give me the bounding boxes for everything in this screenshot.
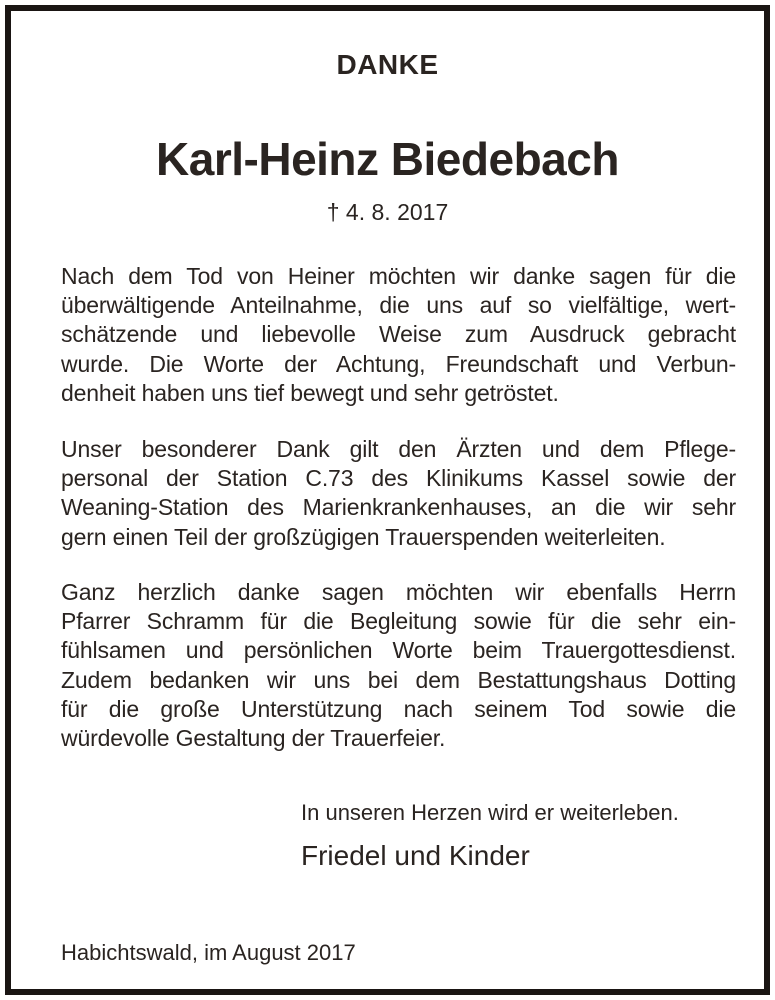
paragraph-line: für die große Unterstützung nach seinem Tod sowie die <box>61 695 736 722</box>
paragraph-line: Unser besonderer Dank gilt den Ärzten und dem Pflege- <box>61 436 736 462</box>
deceased-name: Karl-Heinz Biedebach <box>156 133 619 185</box>
paragraph-line: schätzende und liebevolle Weise zum Ausdruck gebracht <box>61 321 736 348</box>
paragraph-line: Nach dem Tod von Heiner möchten wir danke sagen für die <box>61 263 736 289</box>
paragraph-medical-staff <box>61 435 736 552</box>
notice-heading: DANKE <box>336 49 439 80</box>
paragraph-thanks <box>61 262 736 408</box>
paragraph-line: würdevolle Gestaltung der Trauerfeier. <box>61 725 446 752</box>
paragraph-line: denheit haben uns tief bewegt und sehr getröstet. <box>61 379 559 406</box>
place-and-date: Habichtswald, im August 2017 <box>61 940 356 965</box>
paragraph-line: überwältigende Anteilnahme, die uns auf so vielfältige, wert- <box>61 292 736 319</box>
paragraph-pastor-funeral-home <box>61 578 736 753</box>
paragraph-line: Weaning-Station des Marienkrankenhauses, an die wir sehr <box>61 494 736 521</box>
paragraph-line: gern einen Teil der großzügigen Trauerspenden weiterleiten. <box>61 523 666 550</box>
closing-line: In unseren Herzen wird er weiterleben. <box>301 800 679 825</box>
paragraph-line: fühlsamen und persönlichen Worte beim Trauergottesdienst. <box>61 637 736 664</box>
paragraph-line: wurde. Die Worte der Achtung, Freundschaft und Verbun- <box>61 350 736 377</box>
paragraph-line: Ganz herzlich danke sagen möchten wir ebenfalls Herrn <box>61 579 736 605</box>
paragraph-line: personal der Station C.73 des Klinikums Kassel sowie der <box>61 465 736 492</box>
notice-frame <box>5 5 770 995</box>
signature: Friedel und Kinder <box>301 840 530 871</box>
paragraph-line: Pfarrer Schramm für die Begleitung sowie für die sehr ein- <box>61 608 736 635</box>
death-date: † 4. 8. 2017 <box>326 199 449 225</box>
paragraph-line: Zudem bedanken wir uns bei dem Bestattungshaus Dotting <box>61 666 736 693</box>
